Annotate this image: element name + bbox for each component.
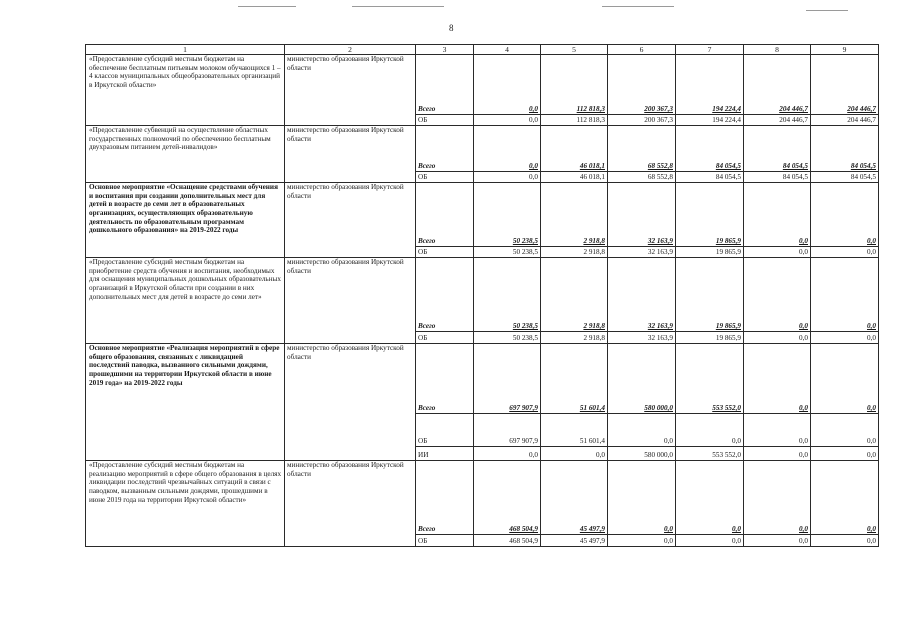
amount-cell: 2 918,8: [541, 258, 608, 332]
amount-cell: 46 018,1: [541, 126, 608, 172]
activity-description: «Предоставление субсидий местным бюджетам на реализацию мероприятий в сфере общего образования в целях ликвидации последствий чрезвычайных ситуаций в связи с паводком, вызванным сильными дождями, прошедшими в июне 2019 года на территории Иркутской области»: [86, 461, 285, 547]
amount-cell: 553 552,0: [676, 344, 744, 414]
amount-cell: 0,0: [811, 332, 879, 344]
table-row: [86, 258, 879, 332]
amount-cell: 0,0: [474, 172, 541, 183]
amount-cell: 32 163,9: [608, 332, 676, 344]
amount-cell: 204 446,7: [744, 55, 811, 115]
header-cell: 5: [541, 45, 608, 55]
amount-cell: 468 504,9: [474, 535, 541, 547]
amount-cell: 0,0: [676, 414, 744, 447]
funding-source: Всего: [416, 183, 474, 247]
amount-cell: 0,0: [608, 414, 676, 447]
amount-cell: 51 601,4: [541, 414, 608, 447]
funding-source: ОБ: [416, 332, 474, 344]
funding-source: ОБ: [416, 535, 474, 547]
amount-cell: 200 367,3: [608, 115, 676, 126]
amount-cell: 0,0: [676, 461, 744, 535]
amount-cell: 50 238,5: [474, 258, 541, 332]
amount-cell: 84 054,5: [811, 126, 879, 172]
funding-source: ИИ: [416, 447, 474, 461]
scan-mark: [602, 6, 674, 7]
funding-source: Всего: [416, 461, 474, 535]
amount-cell: 0,0: [811, 461, 879, 535]
amount-cell: 19 865,9: [676, 247, 744, 258]
amount-cell: 204 446,7: [811, 55, 879, 115]
page-number: 8: [449, 23, 454, 33]
header-row: [86, 45, 879, 55]
amount-cell: 0,0: [744, 461, 811, 535]
amount-cell: 0,0: [744, 183, 811, 247]
amount-cell: 0,0: [744, 247, 811, 258]
funding-source: Всего: [416, 258, 474, 332]
header-cell: 2: [285, 45, 416, 55]
table-row: [86, 126, 879, 172]
activity-description: «Предоставление субсидий местным бюджетам на приобретение средств обучения и воспитания, необходимых для оснащения муниципальных дошкольных образовательных организаций в Иркутской области при создании в них дополнительных мест для детей в возрасте до семи лет»: [86, 258, 285, 344]
amount-cell: 0,0: [608, 461, 676, 535]
amount-cell: 697 907,9: [474, 344, 541, 414]
amount-cell: 580 000,0: [608, 447, 676, 461]
table-row: [86, 183, 879, 247]
amount-cell: 0,0: [811, 258, 879, 332]
header-cell: 9: [811, 45, 879, 55]
amount-cell: 68 552,8: [608, 172, 676, 183]
amount-cell: 68 552,8: [608, 126, 676, 172]
header-cell: 8: [744, 45, 811, 55]
header-cell: 7: [676, 45, 744, 55]
amount-cell: 112 818,3: [541, 55, 608, 115]
amount-cell: 2 918,8: [541, 332, 608, 344]
amount-cell: 194 224,4: [676, 115, 744, 126]
budget-table: [85, 44, 879, 547]
amount-cell: 200 367,3: [608, 55, 676, 115]
funding-source: Всего: [416, 126, 474, 172]
amount-cell: 32 163,9: [608, 258, 676, 332]
amount-cell: 0,0: [811, 535, 879, 547]
header-cell: 4: [474, 45, 541, 55]
responsible-executor: министерство образования Иркутской области: [285, 183, 416, 258]
amount-cell: 46 018,1: [541, 172, 608, 183]
amount-cell: 84 054,5: [676, 172, 744, 183]
amount-cell: 580 000,0: [608, 344, 676, 414]
amount-cell: 0,0: [811, 447, 879, 461]
activity-description: «Предоставление субвенций на осуществление областных государственных полномочий по обеспечению бесплатным двухразовым питанием детей-инвалидов»: [86, 126, 285, 183]
funding-source: ОБ: [416, 172, 474, 183]
amount-cell: 51 601,4: [541, 344, 608, 414]
amount-cell: 0,0: [474, 126, 541, 172]
responsible-executor: министерство образования Иркутской области: [285, 461, 416, 547]
amount-cell: 19 865,9: [676, 258, 744, 332]
funding-source: Всего: [416, 344, 474, 414]
amount-cell: 50 238,5: [474, 183, 541, 247]
amount-cell: 0,0: [811, 414, 879, 447]
amount-cell: 45 497,9: [541, 535, 608, 547]
amount-cell: 0,0: [474, 115, 541, 126]
amount-cell: 19 865,9: [676, 183, 744, 247]
amount-cell: 0,0: [744, 535, 811, 547]
responsible-executor: министерство образования Иркутской области: [285, 55, 416, 126]
amount-cell: 553 552,0: [676, 447, 744, 461]
amount-cell: 84 054,5: [744, 126, 811, 172]
amount-cell: 50 238,5: [474, 332, 541, 344]
amount-cell: 0,0: [811, 247, 879, 258]
amount-cell: 112 818,3: [541, 115, 608, 126]
activity-description: «Предоставление субсидий местным бюджетам на обеспечение бесплатным питьевым молоком обучающихся 1 – 4 классов муниципальных общеобразовательных организаций в Иркутской области»: [86, 55, 285, 126]
activity-description: Основное мероприятие «Реализация мероприятий в сфере общего образования, связанных с ликвидацией последствий паводка, вызванного сильными дождями, прошедшими на территории Иркутской области в июне 2019 года» на 2019-2022 годы: [86, 344, 285, 461]
funding-source: ОБ: [416, 247, 474, 258]
header-cell: 1: [86, 45, 285, 55]
activity-description: Основное мероприятие «Оснащение средствами обучения и воспитания при создании дополнительных мест для детей в возрасте до семи лет в образовательных организациях, осуществляющих образовательную деятельность по образовательным программам дошкольного образования» на 2019-2022 годы: [86, 183, 285, 258]
amount-cell: 204 446,7: [744, 115, 811, 126]
amount-cell: 468 504,9: [474, 461, 541, 535]
funding-source: ОБ: [416, 115, 474, 126]
header-cell: 3: [416, 45, 474, 55]
table-row: [86, 344, 879, 414]
responsible-executor: министерство образования Иркутской области: [285, 258, 416, 344]
responsible-executor: министерство образования Иркутской области: [285, 344, 416, 461]
amount-cell: 204 446,7: [811, 115, 879, 126]
table-row: [86, 461, 879, 535]
amount-cell: 0,0: [744, 344, 811, 414]
amount-cell: 0,0: [744, 414, 811, 447]
amount-cell: 0,0: [608, 535, 676, 547]
amount-cell: 0,0: [744, 447, 811, 461]
amount-cell: 0,0: [474, 55, 541, 115]
table-row: [86, 55, 879, 115]
amount-cell: 0,0: [744, 258, 811, 332]
amount-cell: 84 054,5: [811, 172, 879, 183]
amount-cell: 0,0: [474, 447, 541, 461]
amount-cell: 0,0: [811, 183, 879, 247]
responsible-executor: министерство образования Иркутской области: [285, 126, 416, 183]
amount-cell: 84 054,5: [744, 172, 811, 183]
amount-cell: 194 224,4: [676, 55, 744, 115]
funding-source: ОБ: [416, 414, 474, 447]
amount-cell: 2 918,8: [541, 183, 608, 247]
amount-cell: 32 163,9: [608, 247, 676, 258]
header-cell: 6: [608, 45, 676, 55]
scan-mark: [238, 6, 296, 7]
amount-cell: 0,0: [541, 447, 608, 461]
amount-cell: 19 865,9: [676, 332, 744, 344]
amount-cell: 0,0: [676, 535, 744, 547]
scan-mark: [352, 6, 444, 7]
amount-cell: 2 918,8: [541, 247, 608, 258]
amount-cell: 0,0: [811, 344, 879, 414]
amount-cell: 0,0: [744, 332, 811, 344]
amount-cell: 45 497,9: [541, 461, 608, 535]
amount-cell: 50 238,5: [474, 247, 541, 258]
amount-cell: 697 907,9: [474, 414, 541, 447]
funding-source: Всего: [416, 55, 474, 115]
amount-cell: 84 054,5: [676, 126, 744, 172]
scan-mark: [806, 10, 848, 11]
amount-cell: 32 163,9: [608, 183, 676, 247]
